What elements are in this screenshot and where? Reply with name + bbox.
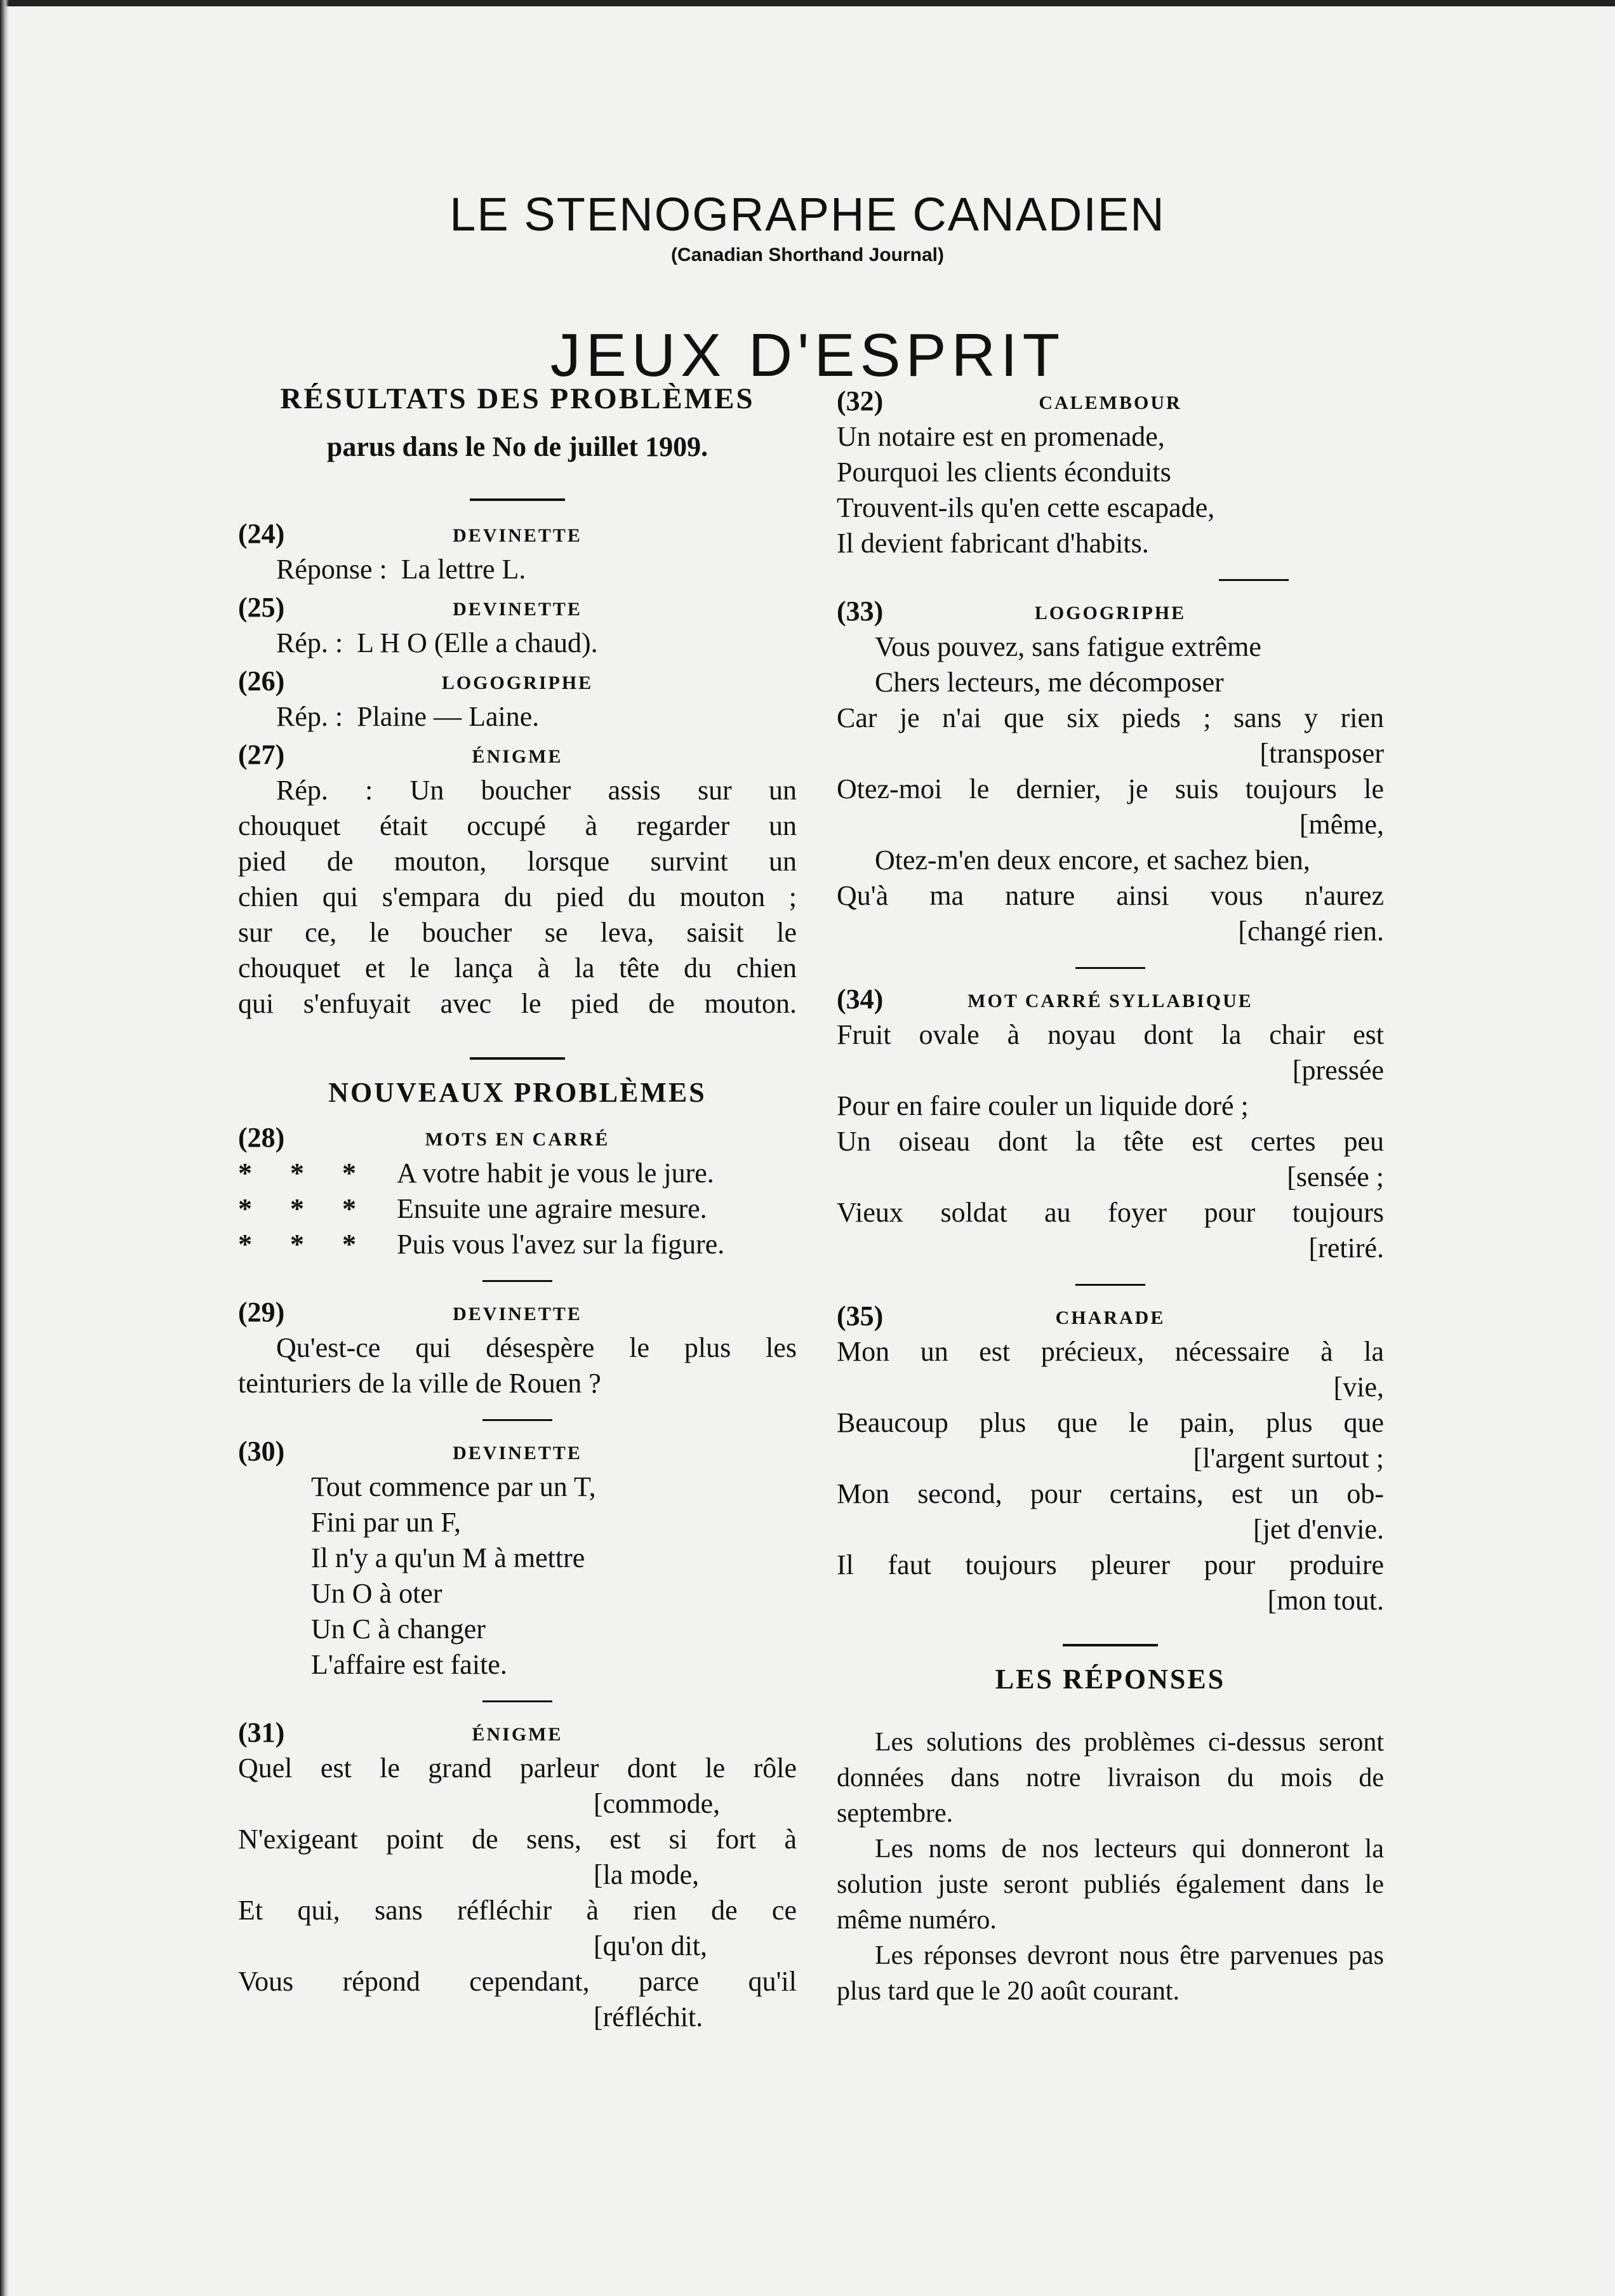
problem-33 — [837, 595, 1384, 949]
riddle-line: Beaucoup plus que le pain, plus que — [837, 1407, 1384, 1438]
problem-34 — [837, 983, 1384, 1266]
riddle-continuation: [sensée ; — [1287, 1161, 1384, 1192]
asterisks: * * * — [238, 1229, 356, 1260]
results-subheading: parus dans le No de juillet 1909. — [326, 431, 708, 463]
riddle-line: Fini par un F, — [311, 1507, 462, 1538]
riddle-line: Et qui, sans réfléchir à rien de ce — [238, 1895, 797, 1926]
riddle-continuation: [réfléchit. — [594, 2001, 703, 2033]
riddle-line: Vous pouvez, sans fatigue extrême — [875, 631, 1261, 662]
right-column — [837, 381, 1384, 2009]
divider — [1075, 1284, 1145, 1286]
riddle-line: Otez-m'en deux encore, et sachez bien, — [875, 844, 1310, 876]
riddle-line: Pourquoi les clients éconduits — [837, 457, 1171, 488]
riddle-continuation: [même, — [1299, 809, 1384, 840]
divider — [482, 1700, 552, 1702]
riddle-line: Qu'est-ce qui désespère le plus les — [276, 1332, 797, 1364]
answer-line: qui s'enfuyait avec le pied de mouton. — [238, 988, 797, 1020]
riddle-line: Tout commence par un T, — [311, 1471, 596, 1503]
riddle-continuation: [la mode, — [594, 1859, 700, 1891]
problem-28 — [238, 1121, 797, 1262]
journal-subtitle: (Canadian Shorthand Journal) — [670, 244, 945, 265]
problem-32 — [837, 385, 1384, 561]
problem-kind: CALEMBOUR — [1039, 392, 1182, 413]
divider — [482, 1280, 552, 1282]
answers-heading: LES RÉPONSES — [995, 1664, 1226, 1695]
problem-number: (35) — [837, 1300, 884, 1332]
problem-kind: DEVINETTE — [453, 599, 582, 620]
journal-title: LE STENOGRAPHE CANADIEN — [449, 188, 1166, 241]
problem-number: (34) — [837, 984, 884, 1015]
riddle-line: Mon second, pour certains, est un ob- — [837, 1478, 1384, 1509]
riddle-line: Pour en faire couler un liquide doré ; — [837, 1090, 1249, 1121]
riddle-line: N'exigeant point de sens, est si fort à — [238, 1824, 797, 1855]
riddle-line: Mon un est précieux, nécessaire à la — [837, 1336, 1384, 1367]
answer-line: pied de mouton, lorsque survint un — [238, 846, 797, 878]
divider — [1219, 579, 1289, 581]
problem-35 — [837, 1300, 1384, 1619]
problem-kind: LOGOGRIPHE — [441, 672, 594, 694]
problem-number: (30) — [238, 1436, 285, 1467]
problem-number: (25) — [238, 592, 285, 624]
results-heading: RÉSULTATS DES PROBLÈMES — [280, 382, 755, 415]
riddle-line: Il n'y a qu'un M à mettre — [311, 1542, 585, 1574]
riddle-line: Il devient fabricant d'habits. — [837, 528, 1149, 559]
problem-kind: MOT CARRÉ SYLLABIQUE — [967, 991, 1253, 1011]
answer-text: L H O (Elle a chaud). — [357, 627, 598, 659]
riddle-continuation: [l'argent surtout ; — [1193, 1443, 1384, 1474]
problem-24 — [238, 517, 797, 587]
riddle-line: Trouvent-ils qu'en cette escapade, — [837, 492, 1215, 523]
riddle-line: Vous répond cependant, parce qu'il — [238, 1966, 797, 1998]
riddle-line: Un notaire est en promenade, — [837, 421, 1165, 452]
riddle-continuation: [mon tout. — [1267, 1585, 1384, 1616]
riddle-line: Un oiseau dont la tête est certes peu — [837, 1126, 1384, 1157]
riddle-continuation: [pressée — [1292, 1055, 1384, 1086]
riddle-line: Quel est le grand parleur dont le rôle — [238, 1752, 797, 1784]
problem-kind: LOGOGRIPHE — [1034, 603, 1186, 624]
divider — [1075, 967, 1145, 969]
riddle-line: Chers lecteurs, me décomposer — [875, 667, 1224, 698]
answer-line: chouquet était occupé à regarder un — [238, 810, 797, 842]
problem-number: (26) — [238, 665, 285, 697]
riddle-line: Fruit ovale à noyau dont la chair est — [837, 1019, 1384, 1050]
problem-kind: DEVINETTE — [453, 1304, 582, 1325]
divider — [1063, 1644, 1158, 1646]
answer-line: chien qui s'empara du pied du mouton ; — [238, 881, 797, 913]
new-problems-heading: NOUVEAUX PROBLÈMES — [328, 1077, 707, 1109]
left-column — [238, 381, 797, 2035]
problem-26 — [238, 665, 797, 735]
divider — [470, 498, 565, 501]
problem-kind: ÉNIGME — [472, 1724, 563, 1745]
riddle-line: Ensuite une agraire mesure. — [397, 1193, 707, 1225]
answer-text: La lettre L. — [401, 554, 526, 585]
problem-29 — [238, 1296, 797, 1401]
problem-31 — [238, 1716, 797, 2035]
problem-kind: CHARADE — [1055, 1307, 1166, 1328]
riddle-line: Un C à changer — [311, 1613, 486, 1645]
riddle-continuation: [jet d'envie. — [1253, 1514, 1384, 1545]
problem-kind: ÉNIGME — [472, 746, 563, 768]
page-edge — [0, 0, 1615, 6]
section-title: JEUX D'ESPRIT — [550, 321, 1065, 389]
answers-section — [837, 1663, 1384, 2009]
riddle-continuation: [vie, — [1333, 1372, 1384, 1403]
problem-kind: MOTS EN CARRÉ — [425, 1129, 610, 1151]
riddle-line: Otez-moi le dernier, je suis toujours le — [837, 773, 1384, 804]
answer-line: Rép. : Un boucher assis sur un — [276, 775, 797, 806]
riddle-continuation: [commode, — [594, 1788, 721, 1820]
asterisks: * * * — [238, 1193, 356, 1225]
problem-25 — [238, 591, 797, 661]
riddle-continuation: [transposer — [1259, 738, 1384, 769]
answers-paragraph: Les noms de nos lecteurs qui donneront la solution juste seront publiés également dans le même numéro. — [837, 1834, 1384, 1935]
answer-label: Rép. : — [276, 701, 343, 733]
answer-text: Plaine — Laine. — [357, 701, 540, 733]
problem-number: (33) — [837, 596, 884, 627]
riddle-line: teinturiers de la ville de Rouen ? — [238, 1368, 601, 1399]
problem-30 — [238, 1435, 797, 1683]
answer-line: sur ce, le boucher se leva, saisit le — [238, 917, 797, 949]
problem-kind: DEVINETTE — [453, 525, 582, 547]
problem-number: (31) — [238, 1717, 285, 1749]
problem-number: (32) — [837, 385, 884, 417]
problem-27 — [238, 738, 797, 1022]
answers-paragraph: Les solutions des problèmes ci-dessus seront données dans notre livraison du mois de septembre. — [837, 1727, 1384, 1828]
problem-number: (29) — [238, 1297, 285, 1328]
riddle-continuation: [qu'on dit, — [594, 1930, 708, 1962]
divider — [482, 1419, 552, 1421]
riddle-continuation: [changé rien. — [1238, 916, 1384, 947]
answer-label: Rép. : — [276, 627, 343, 659]
riddle-line: Puis vous l'avez sur la figure. — [397, 1229, 725, 1260]
answer-line: chouquet et le lança à la tête du chien — [238, 952, 797, 984]
riddle-line: L'affaire est faite. — [311, 1649, 507, 1681]
problem-number: (27) — [238, 739, 285, 771]
asterisks: * * * — [238, 1158, 356, 1189]
riddle-continuation: [retiré. — [1308, 1232, 1384, 1264]
problem-number: (24) — [238, 518, 285, 550]
riddle-line: Car je n'ai que six pieds ; sans y rien — [837, 702, 1384, 733]
divider — [470, 1057, 565, 1060]
answers-paragraph: Les réponses devront nous être parvenues pas plus tard que le 20 août courant. — [837, 1940, 1384, 2006]
riddle-line: Un O à oter — [311, 1578, 442, 1610]
problem-number: (28) — [238, 1122, 285, 1154]
riddle-line: Il faut toujours pleurer pour produire — [837, 1549, 1384, 1580]
problem-kind: DEVINETTE — [453, 1443, 582, 1464]
riddle-line: A votre habit je vous le jure. — [397, 1158, 714, 1189]
riddle-line: Qu'à ma nature ainsi vous n'aurez — [837, 880, 1384, 911]
answer-label: Réponse : — [276, 554, 387, 585]
riddle-line: Vieux soldat au foyer pour toujours — [837, 1197, 1384, 1228]
